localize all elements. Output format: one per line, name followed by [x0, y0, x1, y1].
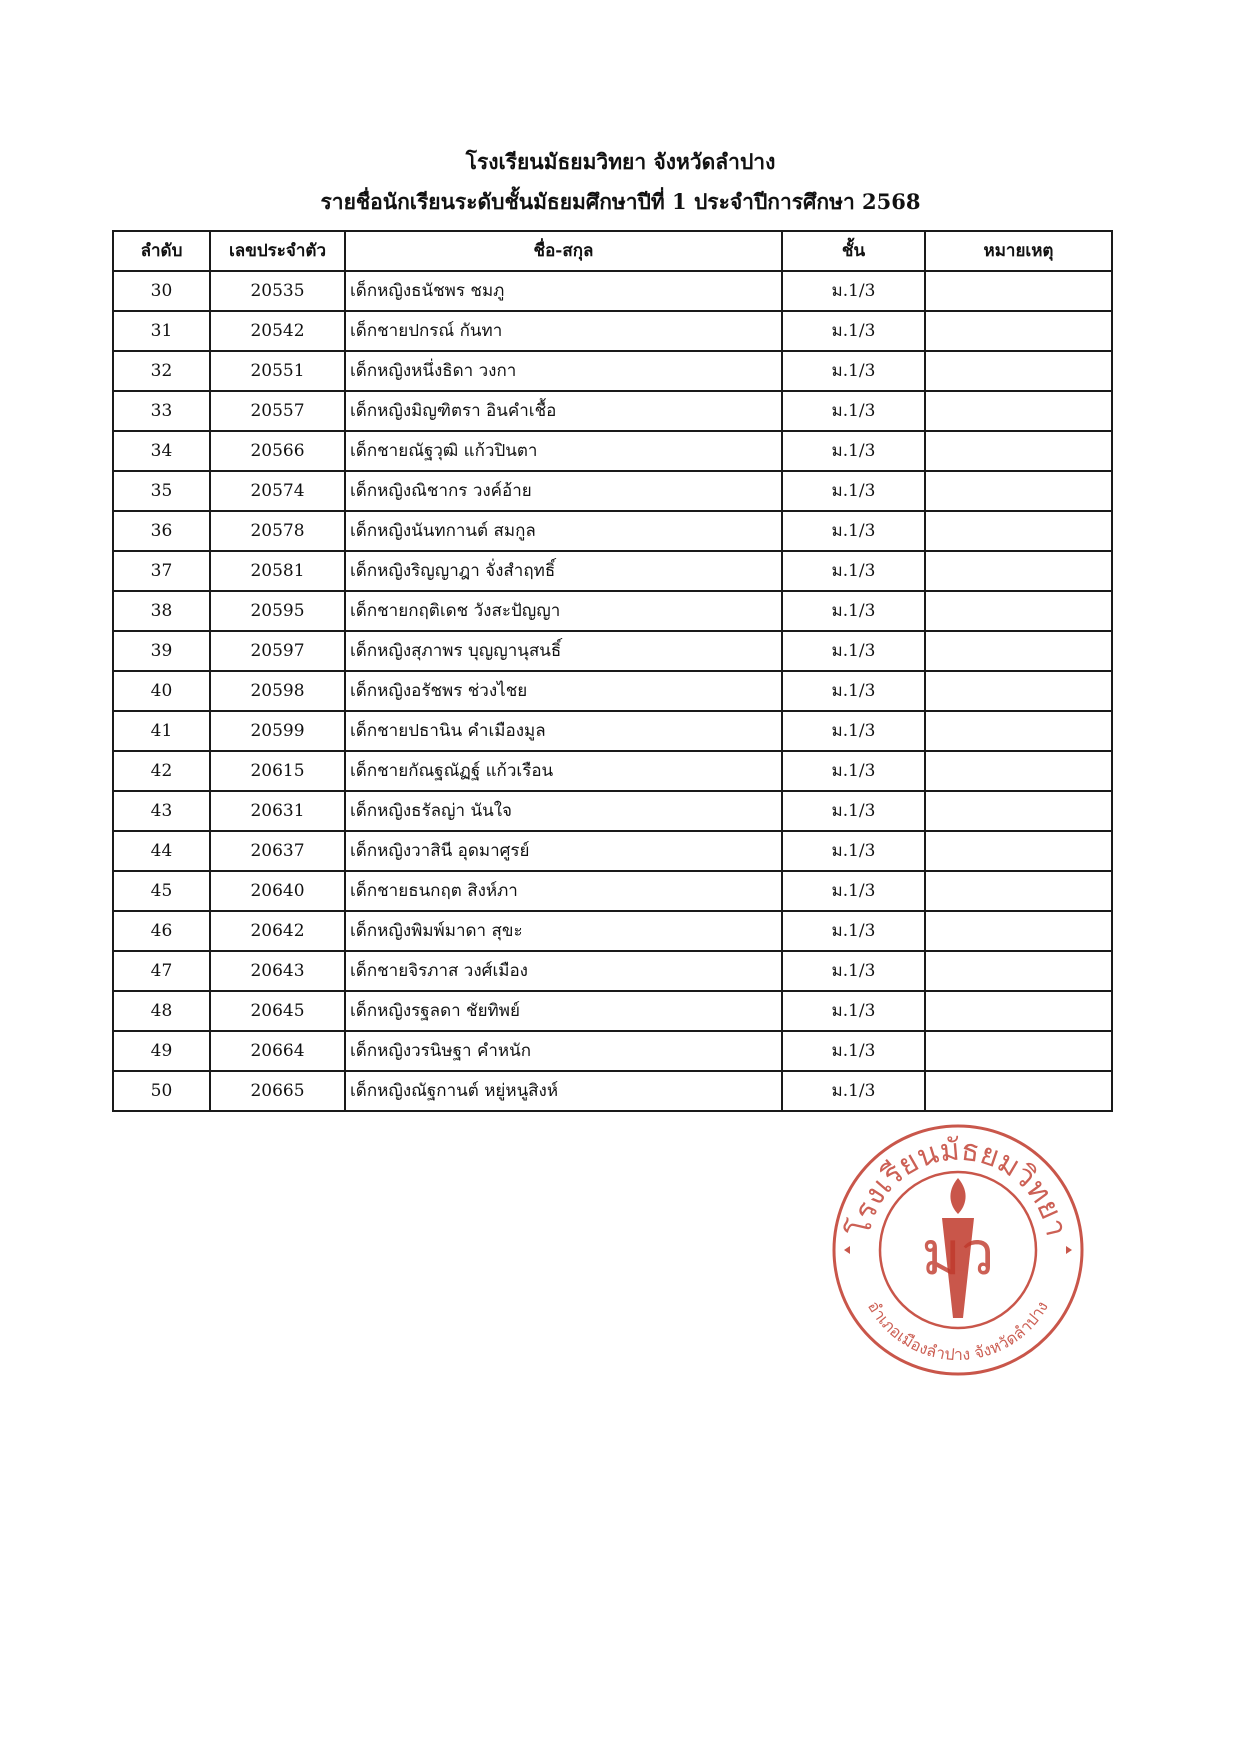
column-header-note: หมายเหตุ [925, 231, 1112, 271]
note-cell [925, 591, 1112, 631]
table-row [113, 991, 1112, 1031]
class-cell: ม.1/3 [782, 471, 925, 511]
student-id-cell: 20595 [210, 591, 345, 631]
class-cell: ม.1/3 [782, 991, 925, 1031]
row-number-cell: 46 [113, 911, 210, 951]
school-title: โรงเรียนมัธยมวิทยา จังหวัดลำปาง [465, 149, 776, 174]
class-cell: ม.1/3 [782, 351, 925, 391]
row-number-cell: 40 [113, 671, 210, 711]
student-name-cell: เด็กหญิงรฐลดา ชัยทิพย์ [345, 991, 782, 1031]
class-cell: ม.1/3 [782, 511, 925, 551]
note-cell [925, 671, 1112, 711]
table-row [113, 671, 1112, 711]
student-name-cell: เด็กชายธนกฤต สิงห์ภา [345, 871, 782, 911]
note-cell [925, 711, 1112, 751]
note-cell [925, 991, 1112, 1031]
table-row [113, 791, 1112, 831]
row-number-cell: 42 [113, 751, 210, 791]
note-cell [925, 951, 1112, 991]
student-name-cell: เด็กชายกัณฐณัฏฐ์ แก้วเรือน [345, 751, 782, 791]
table-row [113, 351, 1112, 391]
document-subtitle: รายชื่อนักเรียนระดับชั้นมัธยมศึกษาปีที่ 1 ประจำปีการศึกษา 2568 [320, 189, 921, 214]
student-name-cell: เด็กชายจิรภาส วงศ์เมือง [345, 951, 782, 991]
note-cell [925, 911, 1112, 951]
class-cell: ม.1/3 [782, 1071, 925, 1111]
class-cell: ม.1/3 [782, 431, 925, 471]
class-cell: ม.1/3 [782, 791, 925, 831]
table-row [113, 271, 1112, 311]
student-name-cell: เด็กหญิงสุภาพร บุญญานุสนธิ์ [345, 631, 782, 671]
table-row [113, 551, 1112, 591]
class-cell: ม.1/3 [782, 831, 925, 871]
row-number-cell: 39 [113, 631, 210, 671]
table-body [113, 271, 1112, 1111]
row-number-cell: 45 [113, 871, 210, 911]
note-cell [925, 871, 1112, 911]
table-row [113, 831, 1112, 871]
row-number-cell: 37 [113, 551, 210, 591]
student-id-cell: 20598 [210, 671, 345, 711]
student-name-cell: เด็กหญิงวรนิษฐา คำหนัก [345, 1031, 782, 1071]
student-name-cell: เด็กชายกฤติเดช วังสะปัญญา [345, 591, 782, 631]
note-cell [925, 351, 1112, 391]
class-cell: ม.1/3 [782, 1031, 925, 1071]
note-cell [925, 311, 1112, 351]
student-id-cell: 20665 [210, 1071, 345, 1111]
row-number-cell: 47 [113, 951, 210, 991]
row-number-cell: 43 [113, 791, 210, 831]
column-header-class: ชั้น [782, 231, 925, 271]
student-id-cell: 20642 [210, 911, 345, 951]
seal-top-text: โรงเรียนมัธยมวิทยา [842, 1132, 1074, 1240]
table-row [113, 911, 1112, 951]
student-name-cell: เด็กชายปกรณ์ กันทา [345, 311, 782, 351]
row-number-cell: 32 [113, 351, 210, 391]
table-header-row [113, 231, 1112, 271]
student-id-cell: 20574 [210, 471, 345, 511]
student-name-cell: เด็กหญิงพิมพ์มาดา สุขะ [345, 911, 782, 951]
table-row [113, 391, 1112, 431]
student-id-cell: 20637 [210, 831, 345, 871]
note-cell [925, 1071, 1112, 1111]
student-id-cell: 20640 [210, 871, 345, 911]
table-row [113, 1031, 1112, 1071]
row-number-cell: 38 [113, 591, 210, 631]
student-name-cell: เด็กหญิงมิญฑิตรา อินคำเชื้อ [345, 391, 782, 431]
student-name-cell: เด็กชายปธานิน คำเมืองมูล [345, 711, 782, 751]
class-cell: ม.1/3 [782, 391, 925, 431]
row-number-cell: 48 [113, 991, 210, 1031]
student-name-cell: เด็กหญิงวาสินี อุดมาศูรย์ [345, 831, 782, 871]
table-row [113, 511, 1112, 551]
note-cell [925, 551, 1112, 591]
note-cell [925, 471, 1112, 511]
student-id-cell: 20615 [210, 751, 345, 791]
student-name-cell: เด็กหญิงณัฐกานต์ หยู่หนูสิงห์ [345, 1071, 782, 1111]
student-name-cell: เด็กหญิงอรัชพร ช่วงไชย [345, 671, 782, 711]
student-name-cell: เด็กหญิงณิชากร วงค์อ้าย [345, 471, 782, 511]
table-row [113, 1071, 1112, 1111]
note-cell [925, 831, 1112, 871]
row-number-cell: 33 [113, 391, 210, 431]
table-row [113, 591, 1112, 631]
class-cell: ม.1/3 [782, 911, 925, 951]
note-cell [925, 631, 1112, 671]
row-number-cell: 36 [113, 511, 210, 551]
class-cell: ม.1/3 [782, 631, 925, 671]
column-header-no: ลำดับ [113, 231, 210, 271]
note-cell [925, 391, 1112, 431]
class-cell: ม.1/3 [782, 951, 925, 991]
row-number-cell: 49 [113, 1031, 210, 1071]
class-cell: ม.1/3 [782, 591, 925, 631]
table-row [113, 871, 1112, 911]
seal-monogram: มว [921, 1219, 995, 1289]
student-id-cell: 20578 [210, 511, 345, 551]
student-id-cell: 20535 [210, 271, 345, 311]
table-row [113, 951, 1112, 991]
student-name-cell: เด็กหญิงหนึ่งธิดา วงกา [345, 351, 782, 391]
class-cell: ม.1/3 [782, 871, 925, 911]
student-id-cell: 20664 [210, 1031, 345, 1071]
class-cell: ม.1/3 [782, 551, 925, 591]
class-cell: ม.1/3 [782, 711, 925, 751]
column-header-id: เลขประจำตัว [210, 231, 345, 271]
student-id-cell: 20581 [210, 551, 345, 591]
class-cell: ม.1/3 [782, 751, 925, 791]
student-id-cell: 20557 [210, 391, 345, 431]
student-name-cell: เด็กหญิงนันทกานต์ สมกูล [345, 511, 782, 551]
note-cell [925, 1031, 1112, 1071]
table-row [113, 711, 1112, 751]
row-number-cell: 35 [113, 471, 210, 511]
note-cell [925, 751, 1112, 791]
row-number-cell: 41 [113, 711, 210, 751]
table-row [113, 311, 1112, 351]
student-id-cell: 20551 [210, 351, 345, 391]
column-header-name: ชื่อ-สกุล [345, 231, 782, 271]
student-id-cell: 20599 [210, 711, 345, 751]
student-name-cell: เด็กหญิงธนัชพร ชมภู [345, 271, 782, 311]
table-row [113, 431, 1112, 471]
class-cell: ม.1/3 [782, 671, 925, 711]
seal-bottom-text: อำเภอเมืองลำปาง จังหวัดลำปาง [863, 1297, 1052, 1365]
student-id-cell: 20645 [210, 991, 345, 1031]
student-id-cell: 20631 [210, 791, 345, 831]
school-seal-icon [826, 1118, 1090, 1382]
note-cell [925, 431, 1112, 471]
note-cell [925, 791, 1112, 831]
row-number-cell: 50 [113, 1071, 210, 1111]
student-name-cell: เด็กชายณัฐวุฒิ แก้วปินตา [345, 431, 782, 471]
row-number-cell: 44 [113, 831, 210, 871]
table-row [113, 751, 1112, 791]
class-cell: ม.1/3 [782, 311, 925, 351]
student-id-cell: 20566 [210, 431, 345, 471]
student-name-cell: เด็กหญิงริญญาฎา จั่งสำฤทธิ์ [345, 551, 782, 591]
table-row [113, 471, 1112, 511]
note-cell [925, 511, 1112, 551]
class-cell: ม.1/3 [782, 271, 925, 311]
document-header [0, 148, 1241, 228]
student-roster-table [112, 230, 1113, 1112]
note-cell [925, 271, 1112, 311]
student-id-cell: 20542 [210, 311, 345, 351]
student-name-cell: เด็กหญิงธรัลญ่า นันใจ [345, 791, 782, 831]
row-number-cell: 31 [113, 311, 210, 351]
row-number-cell: 30 [113, 271, 210, 311]
student-id-cell: 20643 [210, 951, 345, 991]
table-row [113, 631, 1112, 671]
student-id-cell: 20597 [210, 631, 345, 671]
row-number-cell: 34 [113, 431, 210, 471]
